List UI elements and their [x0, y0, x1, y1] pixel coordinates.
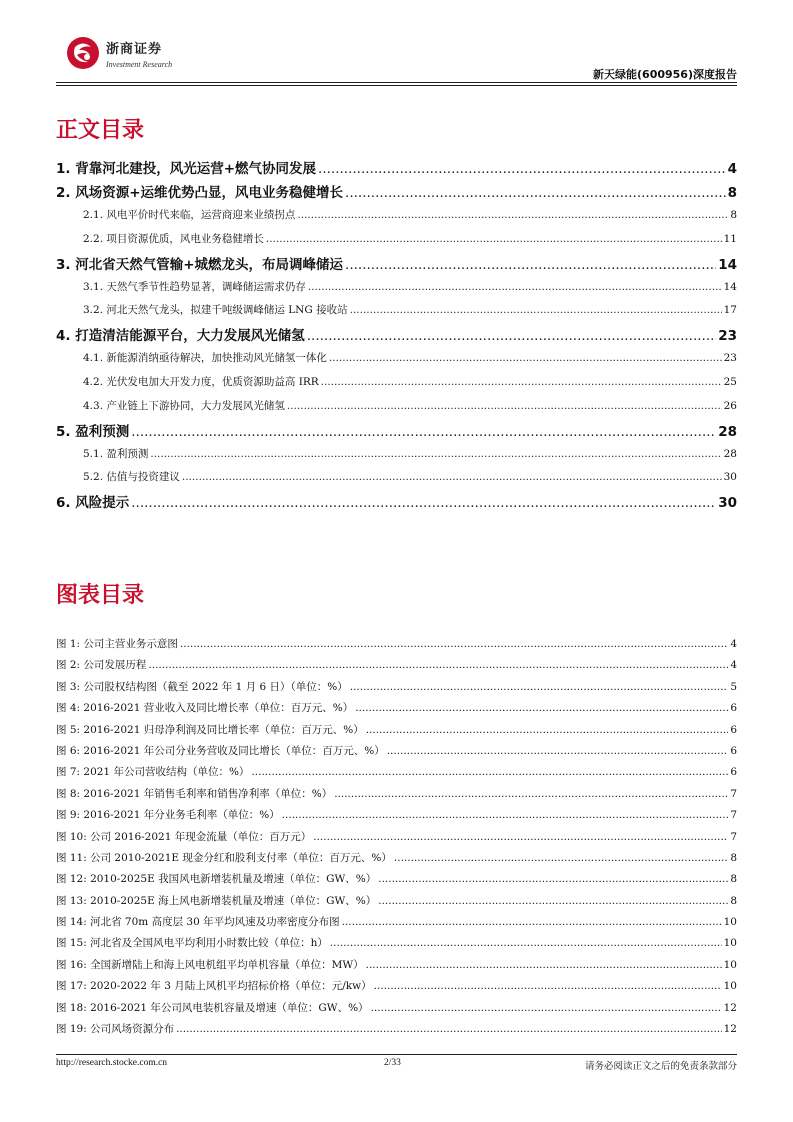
toc-leader-dots: [345, 185, 726, 201]
figure-leader-dots: [355, 702, 728, 714]
figure-entry-page: 10: [723, 980, 737, 993]
figure-leader-dots: [282, 809, 729, 821]
toc-entry-text: 2.1. 风电平价时代来临，运营商迎来业绩拐点: [83, 209, 296, 221]
toc-entry-text: 4.2. 光伏发电加大开发力度，优质资源助益高 IRR: [83, 375, 319, 388]
figure-entry-page: 6: [730, 766, 737, 779]
figure-leader-dots: [176, 1023, 722, 1035]
figure-list-entry[interactable]: [56, 1018, 737, 1039]
toc-entry-section[interactable]: [56, 464, 737, 488]
footer-divider: [56, 1054, 737, 1055]
toc-entry-section[interactable]: [56, 393, 737, 417]
toc-entry-page: 17: [723, 304, 737, 317]
toc-leader-dots: [182, 471, 722, 483]
figure-entry-page: 5: [730, 680, 737, 693]
table-of-contents: [56, 154, 737, 512]
figure-entry-text: 图 8: 2016-2021 年销售毛利率和销售净利率（单位：%）: [56, 787, 333, 800]
toc-entry-text: 4.3. 产业链上下游协同，大力发展风光储氢: [83, 399, 285, 412]
logo-text-cn: 浙商证券: [106, 42, 163, 57]
company-logo-icon: [66, 36, 100, 70]
toc-entry-page: 28: [723, 447, 737, 460]
figure-leader-dots: [366, 724, 729, 736]
toc-entry-section[interactable]: [56, 274, 737, 298]
header-divider-thin: [56, 85, 737, 86]
figure-list-entry[interactable]: [56, 911, 737, 932]
toc-entry-page: 14: [723, 280, 737, 293]
figure-entry-page: 8: [730, 873, 737, 886]
figure-list-entry[interactable]: [56, 654, 737, 675]
figure-leader-dots: [251, 766, 728, 778]
toc-entry-chapter[interactable]: [56, 417, 737, 441]
figures-title: 图表目录: [56, 583, 145, 608]
figure-entry-page: 12: [723, 1001, 737, 1014]
toc-entry-text: 2.2. 项目资源优质，风电业务稳健增长: [83, 232, 264, 245]
figure-entry-page: 6: [730, 723, 737, 736]
figure-list-entry[interactable]: [56, 890, 737, 911]
footer-disclaimer: 请务必阅读正文之后的免责条款部分: [584, 1061, 737, 1072]
toc-leader-dots: [297, 209, 728, 221]
figure-leader-dots: [394, 852, 728, 864]
figure-leader-dots: [378, 873, 728, 885]
figure-leader-dots: [330, 937, 722, 949]
toc-leader-dots: [318, 161, 726, 177]
figure-entry-text: 图 10: 公司 2016-2021 年现金流量（单位：百万元）: [56, 830, 312, 843]
figure-entry-page: 7: [730, 830, 737, 843]
toc-entry-page: 26: [723, 399, 737, 412]
figure-list-entry[interactable]: [56, 868, 737, 889]
figure-leader-dots: [334, 788, 728, 800]
toc-entry-text: 4. 打造清洁能源平台，大力发展风光储氢: [56, 328, 305, 345]
toc-entry-page: 8: [727, 185, 737, 201]
toc-leader-dots: [287, 400, 722, 412]
figure-entry-text: 图 19: 公司风场资源分布: [56, 1023, 175, 1036]
page-header: [56, 36, 737, 84]
figure-entry-page: 6: [730, 702, 737, 715]
toc-entry-section[interactable]: [56, 226, 737, 250]
figure-entry-text: 图 5: 2016-2021 归母净利润及同比增长率（单位：百万元、%）: [56, 723, 364, 736]
toc-leader-dots: [150, 448, 721, 460]
figure-entry-text: 图 9: 2016-2021 年分业务毛利率（单位：%）: [56, 809, 280, 822]
toc-entry-text: 1. 背靠河北建投，风光运营+燃气协同发展: [56, 161, 317, 177]
toc-leader-dots: [321, 376, 722, 388]
figure-list-entry[interactable]: [56, 783, 737, 804]
toc-entry-page: 28: [718, 423, 737, 440]
toc-leader-dots: [345, 257, 716, 273]
toc-entry-text: 2. 风场资源+运维优势凸显，风电业务稳健增长: [56, 185, 344, 201]
toc-entry-section[interactable]: [56, 202, 737, 226]
toc-entry-section[interactable]: [56, 369, 737, 393]
toc-entry-chapter[interactable]: [56, 178, 737, 202]
toc-entry-text: 3.2. 河北天然气龙头，拟建千吨级调峰储运 LNG 接收站: [83, 304, 348, 317]
figure-list-entry[interactable]: [56, 676, 737, 697]
toc-entry-text: 3.1. 天然气季节性趋势显著，调峰储运需求仍存: [83, 280, 306, 293]
toc-leader-dots: [308, 281, 722, 293]
toc-entry-page: 23: [718, 328, 737, 345]
figure-entry-page: 4: [730, 659, 737, 672]
figure-leader-dots: [313, 831, 728, 843]
figure-entry-page: 12: [723, 1023, 737, 1036]
toc-leader-dots: [131, 495, 716, 511]
toc-entry-page: 23: [723, 352, 737, 365]
toc-title: 正文目录: [56, 118, 145, 143]
figure-list-entry[interactable]: [56, 932, 737, 953]
figure-entry-text: 图 17: 2020-2022 年 3 月陆上风机平均招标价格（单位：元/kw）: [56, 980, 372, 993]
figure-entry-text: 图 13: 2010-2025E 海上风电新增装机量及增速（单位：GW、%）: [56, 894, 377, 907]
figure-leader-dots: [366, 959, 722, 971]
figure-entry-page: 10: [723, 958, 737, 971]
figure-list-entry[interactable]: [56, 997, 737, 1018]
figure-list-entry[interactable]: [56, 826, 737, 847]
figure-entry-text: 图 11: 公司 2010-2021E 现金分红和股利支付率（单位：百万元、%）: [56, 851, 392, 864]
figure-leader-dots: [378, 895, 728, 907]
figure-entry-text: 图 14: 河北省 70m 高度层 30 年平均风速及功率密度分布图: [56, 916, 340, 929]
toc-entry-text: 4.1. 新能源消纳亟待解决，加快推动风光储氢一体化: [83, 352, 327, 365]
figure-list-entry[interactable]: [56, 719, 737, 740]
toc-entry-chapter[interactable]: [56, 321, 737, 345]
figure-leader-dots: [371, 1002, 722, 1014]
report-title: 新天绿能(600956)深度报告: [593, 68, 737, 81]
figure-entry-page: 6: [730, 744, 737, 757]
toc-entry-page: 8: [730, 209, 737, 221]
figure-entry-text: 图 7: 2021 年公司营收结构（单位：%）: [56, 766, 250, 779]
figure-list-entry[interactable]: [56, 761, 737, 782]
figure-entry-text: 图 12: 2010-2025E 我国风电新增装机量及增速（单位：GW、%）: [56, 873, 377, 886]
toc-entry-section[interactable]: [56, 345, 737, 369]
toc-leader-dots: [131, 424, 716, 440]
figure-list-entry[interactable]: [56, 975, 737, 996]
figure-leader-dots: [350, 681, 729, 693]
figure-leader-dots: [342, 916, 722, 928]
logo-text-en: Investment Research: [106, 60, 173, 69]
figure-leader-dots: [148, 659, 728, 671]
figure-list-entry[interactable]: [56, 697, 737, 718]
toc-leader-dots: [329, 352, 722, 364]
toc-entry-text: 5.2. 估值与投资建议: [83, 471, 180, 484]
figure-entry-text: 图 4: 2016-2021 营业收入及同比增长率（单位：百万元、%）: [56, 702, 354, 715]
figure-list-entry[interactable]: [56, 847, 737, 868]
figure-entry-text: 图 16: 全国新增陆上和海上风电机组平均单机容量（单位：MW）: [56, 958, 364, 971]
figure-entry-text: 图 18: 2016-2021 年公司风电装机容量及增速（单位：GW、%）: [56, 1001, 369, 1014]
toc-entry-page: 30: [723, 471, 737, 484]
list-of-figures: [56, 633, 737, 1039]
figure-entry-text: 图 2: 公司发展历程: [56, 659, 147, 672]
figure-list-entry[interactable]: [56, 804, 737, 825]
figure-entry-text: 图 3: 公司股权结构图（截至 2022 年 1 月 6 日）（单位：%）: [56, 680, 348, 693]
toc-entry-page: 30: [718, 495, 737, 512]
toc-entry-section[interactable]: [56, 297, 737, 321]
toc-entry-text: 5.1. 盈利预测: [83, 447, 149, 460]
figure-leader-dots: [387, 745, 729, 757]
figure-leader-dots: [180, 638, 728, 650]
toc-leader-dots: [350, 304, 722, 316]
toc-entry-text: 5. 盈利预测: [56, 423, 130, 440]
toc-entry-text: 3. 河北省天然气管输+城燃龙头，布局调峰储运: [56, 256, 344, 273]
toc-entry-chapter[interactable]: [56, 488, 737, 512]
figure-entry-text: 图 15: 河北省及全国风电平均利用小时数比较（单位：h）: [56, 937, 328, 950]
figure-list-entry[interactable]: [56, 954, 737, 975]
toc-entry-chapter[interactable]: [56, 154, 737, 178]
toc-leader-dots: [266, 233, 722, 245]
figure-entry-page: 7: [730, 787, 737, 800]
figure-list-entry[interactable]: [56, 740, 737, 761]
figure-entry-page: 4: [730, 638, 737, 650]
figure-entry-page: 10: [723, 937, 737, 950]
footer-url-link[interactable]: http://research.stocke.com.cn: [56, 1058, 168, 1068]
figure-entry-page: 7: [730, 809, 737, 822]
page-number: 2/33: [384, 1058, 401, 1068]
toc-entry-page: 14: [718, 256, 737, 273]
figure-leader-dots: [374, 980, 722, 992]
toc-entry-page: 4: [727, 161, 737, 177]
figure-entry-page: 8: [730, 851, 737, 864]
toc-entry-chapter[interactable]: [56, 250, 737, 274]
toc-entry-page: 25: [723, 375, 737, 388]
toc-entry-page: 11: [723, 232, 737, 245]
header-divider: [56, 82, 737, 83]
figure-entry-page: 10: [723, 916, 737, 929]
toc-leader-dots: [307, 328, 716, 344]
figure-entry-text: 图 6: 2016-2021 年公司分业务营收及同比增长（单位：百万元、%）: [56, 744, 385, 757]
figure-entry-page: 8: [730, 894, 737, 907]
toc-entry-text: 6. 风险提示: [56, 495, 130, 512]
figure-entry-text: 图 1: 公司主营业务示意图: [56, 638, 178, 650]
toc-entry-section[interactable]: [56, 441, 737, 465]
figure-list-entry[interactable]: [56, 633, 737, 654]
